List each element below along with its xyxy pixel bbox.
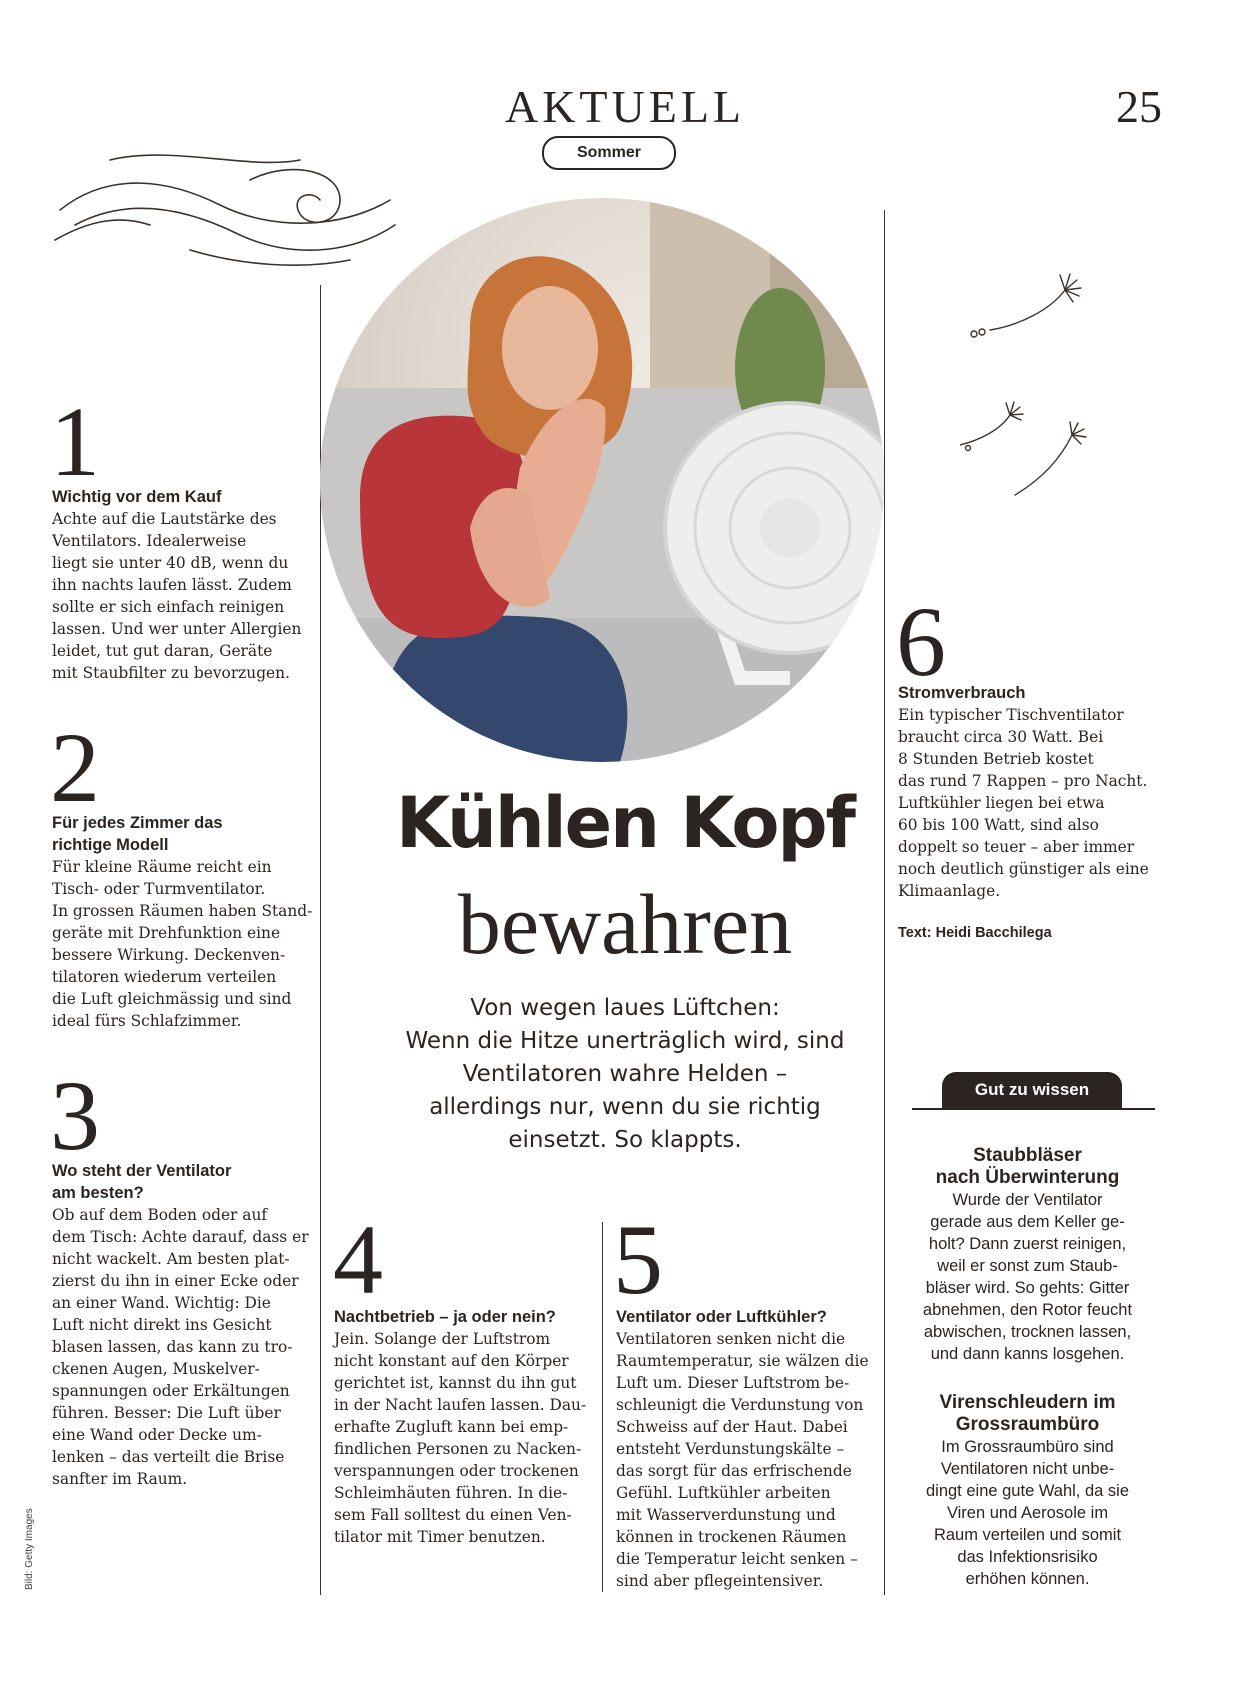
tip-6-number: 6 bbox=[896, 586, 946, 697]
tip-3-body: Ob auf dem Boden oder auf dem Tisch: Achte darauf, dass er nicht wackelt. Am besten plat- zierst du ihn in einer Ecke oder an einer Wand. Wichtig: Die Luft nicht direkt ins Gesicht blasen lassen, das kann zu tro- ckenen Augen, Muskelver- spannungen oder Erkältungen führen. Besser: Die Luft über eine Wand oder Decke um- lenken – das verteilt die Brise sanfter im Raum. bbox=[52, 1206, 309, 1488]
info-box-label: Gut zu wissen bbox=[942, 1072, 1122, 1108]
tip-2-body: Für kleine Räume reicht ein Tisch- oder Turmventilator. In grossen Räumen haben Stand- geräte mit Drehfunktion eine bessere Wirkung. Deckenven- tilatoren wiederum verteilen die Luft gleichmässig und sind ideal fürs Schlafzimmer. bbox=[52, 858, 313, 1030]
tip-1-title: Wichtig vor dem Kauf bbox=[52, 488, 222, 506]
info-item-2-body: Im Grossraumbüro sind Ventilatoren nicht unbe- dingt eine gute Wahl, da sie Viren und Aerosole im Raum verteilen und somit das Infektionsrisiko erhöhen können. bbox=[925, 1438, 1130, 1588]
tip-5-number: 5 bbox=[613, 1204, 663, 1315]
info-item-2-title: Virenschleudern im Grossraumbüro bbox=[939, 1392, 1116, 1435]
hero-photo bbox=[320, 198, 884, 762]
tip-4-title: Nachtbetrieb – ja oder nein? bbox=[334, 1308, 556, 1326]
column-rule-middle bbox=[602, 1222, 603, 1592]
tip-6-title: Stromverbrauch bbox=[898, 684, 1026, 702]
tip-4-number: 4 bbox=[333, 1204, 383, 1315]
headline-line2: bewahren bbox=[457, 876, 793, 972]
photo-credit: Bild: Getty Images bbox=[24, 1508, 35, 1590]
page-number: 25 bbox=[1116, 81, 1162, 132]
author-credit: Text: Heidi Bacchilega bbox=[898, 925, 1052, 941]
tip-5-title: Ventilator oder Luftkühler? bbox=[616, 1308, 827, 1326]
lead-text: Von wegen laues Lüftchen: Wenn die Hitze unerträglich wird, sind Ventilatoren wahre Helden – allerdings nur, wenn du sie richtig einsetzt. So klappts. bbox=[405, 995, 845, 1153]
info-item-1-title: Staubbläser nach Überwinterung bbox=[935, 1145, 1120, 1188]
tip-2-title: Für jedes Zimmer das richtige Modell bbox=[52, 814, 223, 854]
info-item-1-body: Wurde der Ventilator gerade aus dem Keller ge- holt? Dann zuerst reinigen, weil er sonst zum Staub- bläser wird. So gehts: Gitter abnehmen, den Rotor feucht abwischen, trocknen lassen, und dann kanns losgehen. bbox=[922, 1191, 1133, 1363]
tip-5-body: Ventilatoren senken nicht die Raumtemperatur, sie wälzen die Luft um. Dieser Luftstrom be- schleunigt die Verdunstung von Schweiss auf der Haut. Dabei entsteht Verdunstungskälte – das sorgt für das erfrischende Gefühl. Luftkühler arbeiten mit Wasserverdunstung und können in trockenen Räumen die Temperatur leicht senken – sind aber pflegeintensiver. bbox=[616, 1330, 869, 1590]
tip-3-number: 3 bbox=[50, 1060, 100, 1171]
tip-3-title: Wo steht der Ventilator am besten? bbox=[52, 1162, 232, 1202]
info-box-rule bbox=[912, 1108, 1155, 1110]
tip-2-number: 2 bbox=[50, 712, 100, 823]
section-title: AKTUELL bbox=[504, 81, 746, 132]
tip-1-number: 1 bbox=[50, 386, 100, 497]
dandelion-seeds-icon bbox=[960, 270, 1160, 530]
tip-4-body: Jein. Solange der Luftstrom nicht konstant auf den Körper gerichtet ist, kannst du ihn gut in der Nacht laufen lassen. Dau- erhafte Zugluft kann bei emp- findlichen Personen zu Nacken- verspannungen oder trockenen Schleimhäuten führen. In die- sem Fall solltest du einen Ven- tilator mit Timer benutzen. bbox=[334, 1330, 587, 1546]
headline-line1: Kühlen Kopf bbox=[395, 782, 855, 864]
section-tag: Sommer bbox=[542, 136, 676, 170]
tip-6-body: Ein typischer Tischventilator braucht circa 30 Watt. Bei 8 Stunden Betrieb kostet das rund 7 Rappen – pro Nacht. Luftkühler liegen bei etwa 60 bis 100 Watt, sind also doppelt so teuer – aber immer noch deutlich günstiger als eine Klimaanlage. bbox=[898, 706, 1149, 900]
tip-1-body: Achte auf die Lautstärke des Ventilators. Idealerweise liegt sie unter 40 dB, wenn du ihn nachts laufen lässt. Zudem sollte er sich einfach reinigen lassen. Und wer unter Allergien leidet, tut gut daran, Geräte mit Staubfilter zu bevorzugen. bbox=[52, 510, 302, 682]
